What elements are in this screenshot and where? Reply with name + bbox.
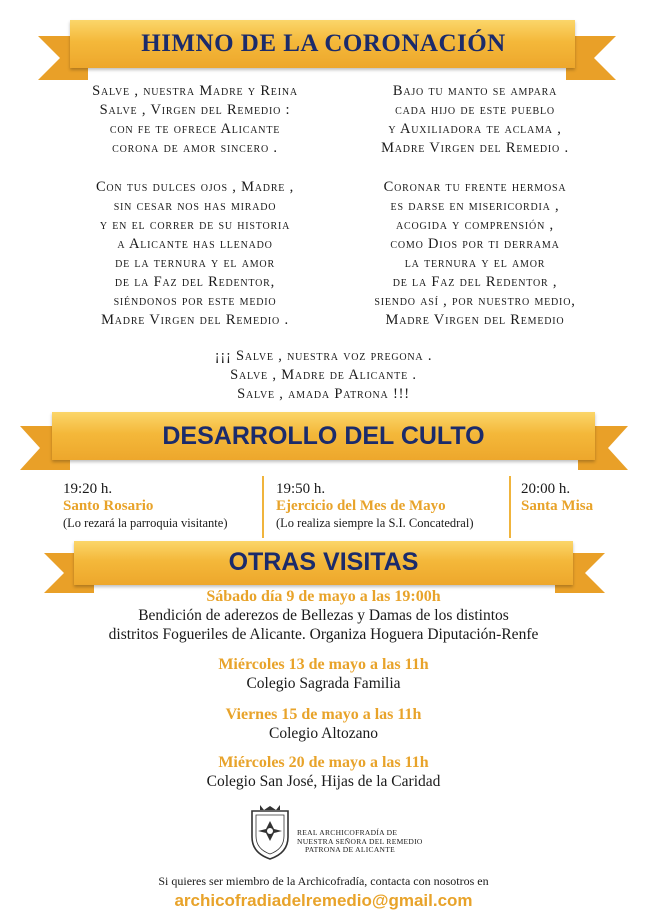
verse-line: Salve , amada Patrona !!! [237, 386, 410, 402]
verse-line: y en el correr de su historia [99, 217, 291, 233]
visit-item [0, 587, 647, 644]
verse-line: Madre Virgen del Remedio [385, 312, 565, 328]
verse-line: con fe te ofrece Alicante [109, 121, 281, 137]
logo-text [297, 829, 423, 855]
culto-item [521, 481, 621, 515]
hymn-left-column [60, 82, 330, 330]
archicofradia-crest-icon [246, 803, 294, 861]
culto-note: (Lo realiza siempre la S.I. Concatedral) [276, 516, 474, 530]
verse-line: sin cesar nos has mirado [113, 198, 277, 214]
visitas-banner [0, 535, 647, 595]
logo-line: NUESTRA SEÑORA DEL REMEDIO [297, 836, 423, 846]
verse-line: ¡¡¡ Salve , nuestra voz pregona . [214, 348, 433, 364]
visit-desc: Colegio San José, Hijas de la Caridad [206, 773, 441, 790]
culto-time: 20:00 h. [521, 481, 571, 497]
hymn-closing [0, 347, 647, 404]
hymn-title: HIMNO DE LA CORONACIÓN [141, 30, 506, 57]
verse-line: Salve , Madre de Alicante . [230, 367, 417, 383]
verse-line: y Auxiliadora te aclama , [388, 121, 562, 137]
verse-line: como Dios por ti derrama [390, 236, 560, 252]
logo-line: PATRONA DE ALICANTE [305, 845, 396, 854]
verse-line: Salve , nuestra Madre y Reina [92, 83, 298, 99]
culto-item [63, 481, 253, 532]
culto-title: DESARROLLO DEL CULTO [162, 422, 485, 450]
verse-line: acogida y comprensión , [396, 217, 554, 233]
divider [509, 476, 511, 538]
culto-activity: Santo Rosario [63, 498, 154, 514]
verse-line: Salve , Virgen del Remedio : [99, 102, 291, 118]
verse-line: corona de amor sincero . [112, 140, 278, 156]
culto-banner [0, 406, 647, 476]
visit-item [0, 753, 647, 791]
verse-line: siendo así , por nuestro medio, [374, 293, 576, 309]
verse-line: siéndonos por este medio [113, 293, 277, 309]
verse-line: de la ternura y el amor [115, 255, 275, 271]
culto-time: 19:50 h. [276, 481, 326, 497]
culto-item [276, 481, 506, 532]
verse-line: a Alicante has llenado [117, 236, 273, 252]
visit-date: Miércoles 13 de mayo a las 11h [218, 656, 429, 673]
visit-date: Miércoles 20 de mayo a las 11h [218, 754, 429, 771]
culto-time: 19:20 h. [63, 481, 113, 497]
verse-line: cada hijo de este pueblo [395, 102, 555, 118]
verse-line: la ternura y el amor [404, 255, 546, 271]
visit-desc: Colegio Altozano [269, 725, 378, 742]
hymn-right-column [340, 82, 610, 330]
visit-item [0, 655, 647, 693]
visit-desc: Bendición de aderezos de Bellezas y Damas de los distintos [138, 607, 509, 624]
verse-line: Coronar tu frente hermosa [383, 179, 567, 195]
visit-item [0, 705, 647, 743]
divider [262, 476, 264, 538]
verse-line: de la Faz del Redentor, [114, 274, 276, 290]
visit-date: Sábado día 9 de mayo a las 19:00h [206, 588, 441, 605]
culto-activity: Santa Misa [521, 498, 594, 514]
visit-date: Viernes 15 de mayo a las 11h [225, 706, 422, 723]
culto-activity: Ejercicio del Mes de Mayo [276, 498, 446, 514]
verse-line: Con tus dulces ojos , Madre , [95, 179, 295, 195]
verse-line: Madre Virgen del Remedio . [101, 312, 289, 328]
culto-note: (Lo rezará la parroquia visitante) [63, 516, 228, 530]
visit-desc: distritos Fogueriles de Alicante. Organiza Hoguera Diputación-Renfe [108, 626, 539, 643]
verse-line: Madre Virgen del Remedio . [381, 140, 569, 156]
footer-text: Si quieres ser miembro de la Archicofradía, contacta con nosotros en [158, 874, 489, 888]
hymn-banner [0, 14, 647, 84]
email-link[interactable]: archicofradiadelremedio@gmail.com [174, 891, 473, 910]
verse-line: de la Faz del Redentor , [392, 274, 558, 290]
verse-line: es darse en misericordia , [390, 198, 560, 214]
logo-line: REAL ARCHICOFRADÍA DE [297, 828, 398, 837]
visitas-title: OTRAS VISITAS [228, 548, 419, 576]
visit-desc: Colegio Sagrada Familia [246, 675, 401, 692]
verse-line: Bajo tu manto se ampara [392, 83, 558, 99]
